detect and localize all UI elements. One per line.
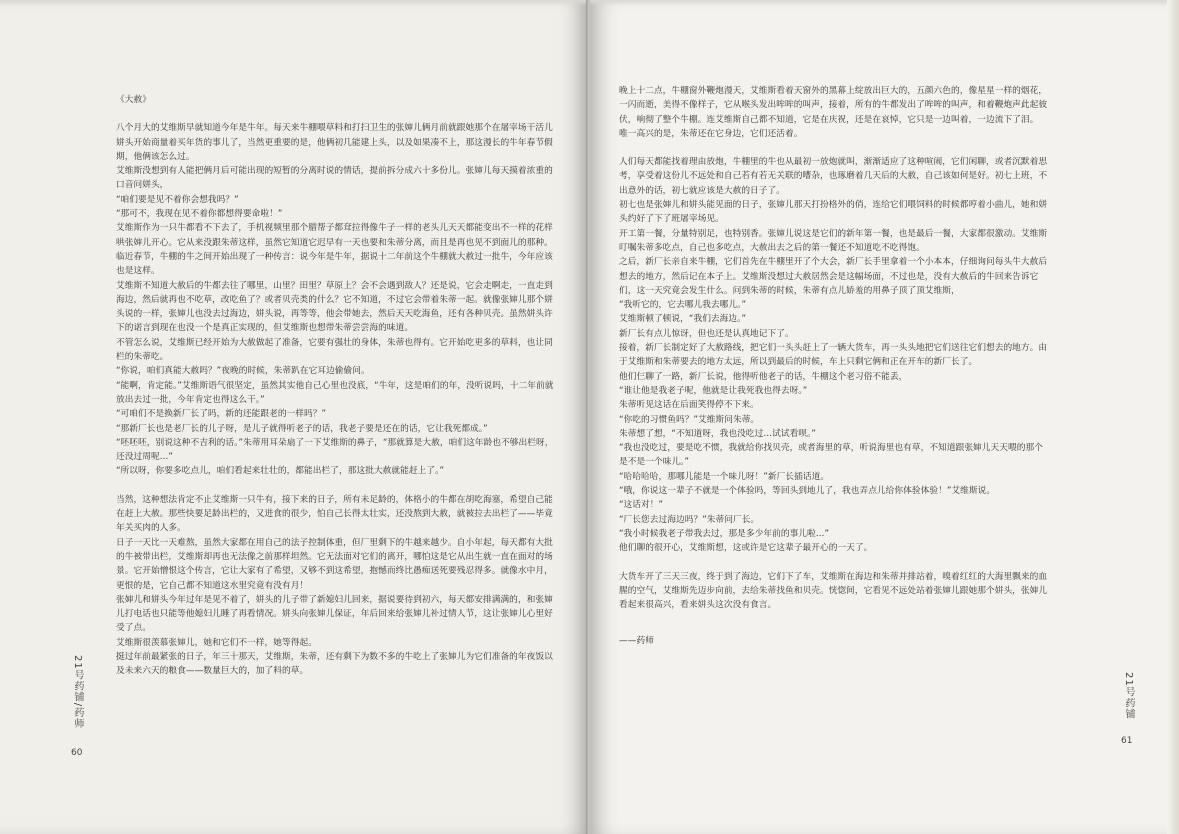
paragraph: 开工第一餐，分量特别足，也特别香。张婶儿说这是它们的新年第一餐，也是最后一餐，大家都很激动。艾维斯叮嘱朱蒂多吃点，自己也多吃点，大赦出去之后的第一餐还不知道吃不吃得饱。 bbox=[619, 228, 1048, 253]
page-edge bbox=[590, 0, 1179, 6]
paragraph: “那新厂长也是老厂长的儿子呀，是儿子就得听老子的话，我老子要是还在的话，它让我死都成。” bbox=[116, 423, 488, 434]
paragraph: “所以呀，你要多吃点儿，咱们看起来壮壮的，都能出栏了，那这批大赦就能赶上了。” bbox=[116, 466, 445, 477]
right-page bbox=[590, 0, 1179, 834]
paragraph-gap bbox=[116, 479, 558, 493]
paragraph: “哦，你说这一辈子不就是一个体验吗，等回头到地儿了，我也弄点儿给你体验体验！”艾维斯说。 bbox=[619, 486, 996, 497]
paragraph: “你吃的习惯鱼吗？”艾维斯问朱蒂。 bbox=[619, 414, 760, 425]
paragraph: “这话对！” bbox=[619, 500, 664, 511]
paragraph: “那可不，我现在见不着你都想得要命啦！” bbox=[116, 209, 283, 220]
paragraph: 艾维斯没想到有人能把俩月后可能出现的短暂的分离时说的情话，提前拆分成六十多份儿。张婶儿每天摸着浓重的口音问姘头， bbox=[116, 166, 553, 191]
paragraph: 艾维斯顿了顿说，“我们去海边。” bbox=[619, 314, 747, 325]
paragraph: 艾维斯作为一只牛都看不下去了，手机视频里那个腊帮子都耷拉得像牛子一样的老头儿天天都能变出不一样的花样哄张婶儿开心。它从来没跟朱蒂这样，虽然它知道它迟早有一天也要和朱蒂分离，而且是再也见不到面儿的那种。 bbox=[116, 223, 553, 248]
paragraph: 之后，新厂长亲自来牛棚，它们首先在牛棚里开了个大会，新厂长手里拿着一个小本本，仔细询问每头牛大赦后想去的地方，然后记在本子上。艾维斯没想过大赦居然会是这幅场面，不过也是，没有大赦后的牛回来告诉它们，这一天究竟会发生什么。问到朱蒂的时候，朱蒂有点儿娇羞的用鼻子顶了顶艾维斯， bbox=[619, 257, 1048, 296]
paragraph: 艾维斯不知道大赦后的牛都去往了哪里，山里？田里？草原上？会不会遇到敌人？还是说，它会走啊走，一直走到海边，然后就再也不吃草，改吃鱼了？或者贝壳类的什么？它不知道，不过它会带着朱蒂一起。就像张婶儿那个姘头说的一样，张婶儿也没去过海边，姘头说，再等等，他会带她去，然后天天吃海鱼，还有各种贝壳。虽然姘头许下的诺言到现在也没一个是真正实现的，但艾维斯也想带朱蒂尝尝海的味道。 bbox=[116, 280, 553, 334]
left-page bbox=[0, 0, 588, 834]
left-page-number: 60 bbox=[71, 748, 83, 758]
paragraph: 不管怎么说，艾维斯已经开始为大赦做起了准备，它要有强壮的身体，朱蒂也得有。它开始吃更多的草料，也让同栏的朱蒂吃。 bbox=[116, 337, 553, 363]
paragraph: “你说，咱们真能大赦吗？”夜晚的时候，朱蒂趴在它耳边偷偷问。 bbox=[116, 366, 370, 377]
paragraph: 日子一天比一天难熬，虽然大家都在用自己的法子控制体重，但厂里剩下的牛越来越少。自小年起，每天都有大批的牛被带出栏，艾维斯却再也无法像之前那样坦然。它无法面对它们的离开，哪怕这是它从出生就一直在面对的场景。它开始憎恨这个传言，它让大家有了希望，又够不到这希望，抱憾而终比愚痴送死要残忍得多。就像水中月，更恨的是，它自己都不知道这水里究竟有没有月！ bbox=[116, 537, 553, 591]
paragraph: 当然，这种想法肯定不止艾维斯一只牛有，接下来的日子，所有未足龄的，体格小的牛都在胡吃海塞，希望自己能在赶上大赦。那些快要足龄出栏的，又进食的很少，怕自己长得太壮实，还没熬到大赦，就被拉去出栏了——毕竟年关买肉的人多。 bbox=[116, 494, 553, 534]
page-edge bbox=[0, 0, 588, 6]
paragraph: 张婶儿和姘头今年过年是见不着了，姘头的儿子带了新媳妇儿回来，据说要待到初六，每天都安排满满的，和张婶儿打电话也只能等他媳妇儿睡了再看情况。姘头向张婶儿保证，年后回来给张婶儿补过情人节，这让张婶儿心里好受了点。 bbox=[116, 594, 553, 634]
paragraph: 八个月大的艾维斯早就知道今年是牛年。每天来牛棚喂草料和打扫卫生的张婶儿俩月前就跟她那个在屠宰场干活儿姘头开始商量着买年货的事儿了，当然更重要的是，他俩初几能建上头，以及如果凑不上，那这漫长的牛年春节假期，他俩该怎么过。 bbox=[116, 123, 553, 162]
paragraph: 朱蒂听见这话在后面笑得停不下来。 bbox=[619, 400, 759, 411]
page-rim bbox=[1167, 0, 1179, 834]
paragraph: 初七也是张婶儿和姘头能见面的日子，张婶儿那天打扮格外的俏，连给它们喂饲料的时候都哼着小曲儿，她和姘头约好了下了班屠宰场见。 bbox=[619, 200, 1048, 225]
author-signature: ——药师 bbox=[619, 636, 654, 647]
paragraph: 接着，新厂长制定好了大赦路线，把它们一头头赶上了一辆大货车，再一头头地把它们送往它们想去的地方。由于艾维斯和朱蒂要去的地方太远，所以到最后的时候，车上只剩它俩和正在开车的新厂长了。 bbox=[619, 343, 1048, 368]
paragraph: 朱蒂想了想，“不知道呀，我也没吃过…试试看呗。” bbox=[619, 428, 816, 439]
right-page-number: 61 bbox=[1121, 736, 1133, 746]
paragraph: 大货车开了三天三夜，终于到了海边，它们下了车，艾维斯在海边和朱蒂并排站着，嗅着红红的大海里飘来的血腥的空气，艾维斯先迈步向前，去给朱蒂找鱼和贝壳。恍惚间，它看见不远处站着张婶儿跟她那个姘头，张婶儿看起来很高兴，看来姘头这次没有食言。 bbox=[619, 571, 1048, 611]
right-side-label: 21号药铺 bbox=[1123, 672, 1134, 720]
paragraph: “我听它的，它去哪儿我去哪儿。” bbox=[619, 300, 747, 311]
paragraph: “谁让他是我老子呢，他就是让我死我也得去呀。” bbox=[619, 385, 808, 396]
paragraph: “咱们要是见不着你会想我吗？” bbox=[116, 194, 239, 205]
paragraph: “厂长您去过海边吗？”朱蒂问厂长。 bbox=[619, 514, 760, 525]
paragraph: “可咱们不是换新厂长了吗，新的还能跟老的一样吗？” bbox=[116, 409, 327, 420]
left-side-label: 21号药铺/药师 bbox=[72, 655, 83, 730]
paragraph: “我小时候我老子带我去过，那是多少年前的事儿啦…” bbox=[619, 528, 830, 539]
paragraph: 新厂长有点儿惊讶，但也还是认真地记下了。 bbox=[619, 328, 794, 339]
paragraph: “呸呸呸，别说这种不吉利的话。”朱蒂用耳朵扇了一下艾维斯的鼻子，“那就算是大赦，咱们这年龄也不够出栏呀，还没过周呢…” bbox=[116, 437, 554, 463]
paragraph: 临近春节，牛棚的牛之间开始出现了一种传言：说今年是牛年，据说十二年前这个牛棚就大赦过一批牛，今年应该也是这样。 bbox=[116, 251, 553, 277]
paragraph: “我也没吃过，要是吃不惯，我就给你找贝壳，或者海里的草，听说海里也有草，不知道跟张婶儿天天喂的那个是不是一个味儿。” bbox=[619, 443, 1043, 468]
paragraph: 晚上十二点，牛棚窗外鞭炮漫天，艾维斯看着天窗外的黑幕上绽放出巨大的，五颜六色的，像星星一样的烟花，一闪而逝，美得不像样子，它从喉头发出哞哞的叫声，接着，所有的牛都发出了哞哞的叫声，和着鞭炮声此起彼伏，响彻了整个牛棚。连艾维斯自己都不知道，它是在庆祝，还是在哀悼，它只是一边叫着，一边流下了泪。 bbox=[619, 86, 1048, 125]
paragraph-gap bbox=[619, 556, 1049, 570]
paragraph: 艾维斯很羡慕张婶儿，她和它们不一样，她等得起。 bbox=[116, 637, 317, 648]
paragraph: 唯一高兴的是，朱蒂还在它身边，它们还活着。 bbox=[619, 128, 803, 139]
paragraph: “哈哈哈哈，那哪儿能是一个味儿呀！”新厂长插话道。 bbox=[619, 471, 830, 482]
story-title: 《大赦》 bbox=[116, 95, 151, 105]
paragraph: “能啊，肯定能。”艾维斯语气很坚定，虽然其实他自己心里也没底，“牛年，这是咱们的年，没听说吗，十二年前就放出去过一批，今年肯定也得这么干。” bbox=[116, 380, 554, 405]
left-text-column bbox=[116, 93, 558, 679]
paragraph: 挺过年前最紧张的日子，年三十那天，艾维斯，朱蒂，还有剩下为数不多的牛吃上了张婶儿为它们准备的年夜饭以及未来六天的粮食——数量巨大的，加了料的草。 bbox=[116, 651, 553, 677]
paragraph: 他们聊的很开心，艾维斯想，这或许是它这辈子最开心的一天了。 bbox=[619, 543, 873, 554]
paragraph: 他们仨聊了一路，新厂长说，他得听他老子的话，牛棚这个老习俗不能丢， bbox=[619, 371, 908, 382]
right-text-column bbox=[619, 84, 1049, 649]
paragraph: 人们每天都能找着理由放炮，牛棚里的牛也从最初一放炮就叫，渐渐适应了这种喧闹，它们闲聊，或者沉默着思考，享受着这份儿不远处和自己若有若无关联的嘈杂，也琢磨着几天后的大赦，自己该如何是好。初七上班，不出意外的话，初七就应该是大赦的日子了。 bbox=[619, 157, 1048, 196]
paragraph-gap bbox=[619, 141, 1049, 155]
